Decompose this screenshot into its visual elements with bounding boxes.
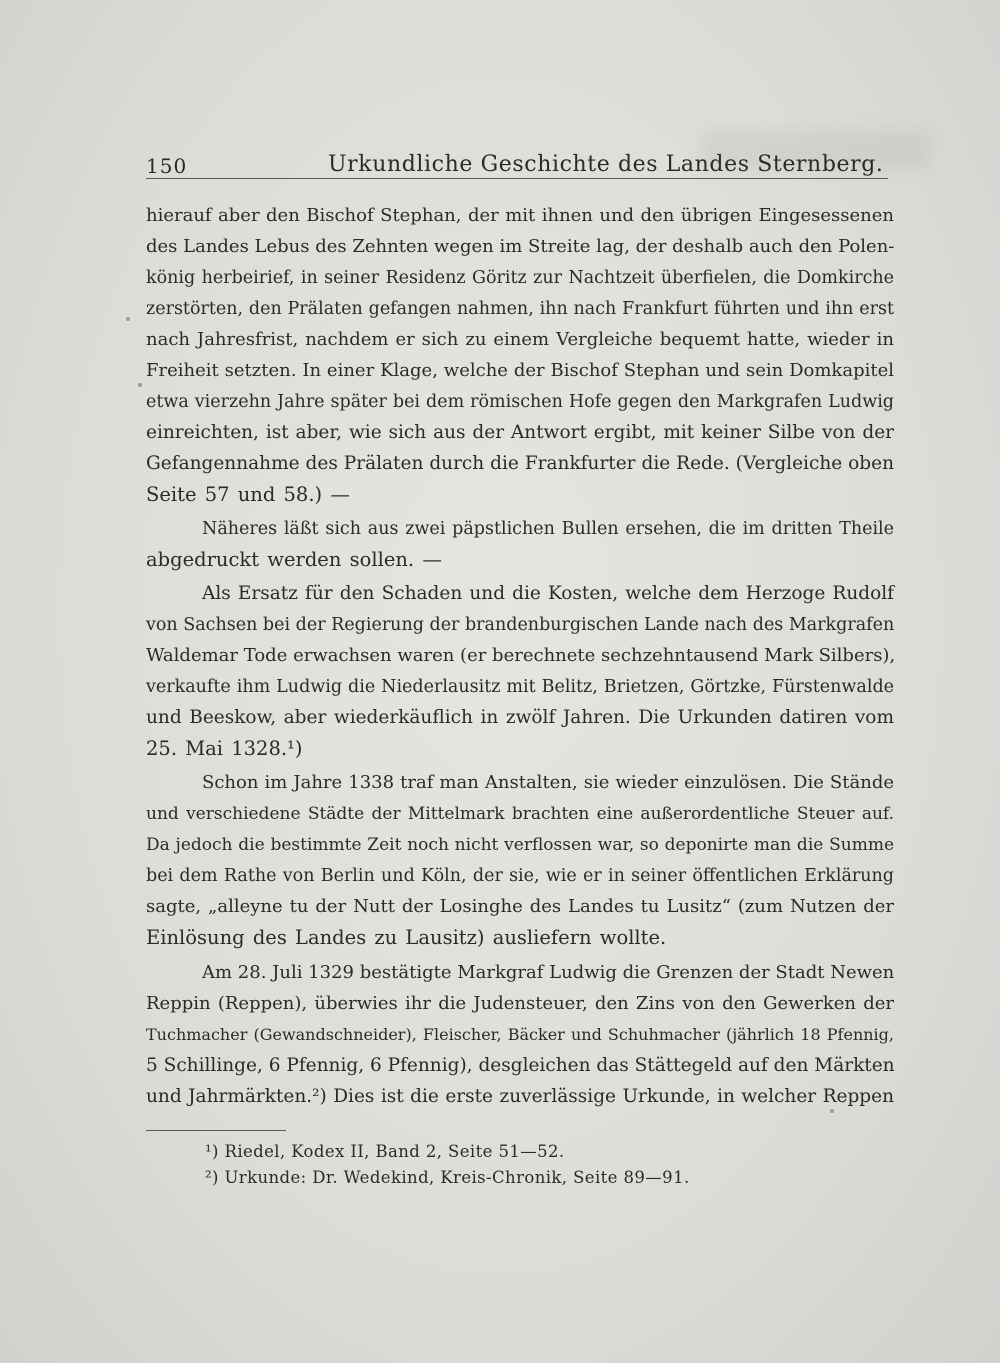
text-line: von Sachsen bei der Regierung der brandenburgischen Lande nach des Markgrafen bbox=[146, 615, 895, 635]
text-line: bei dem Rathe von Berlin und Köln, der sie, wie er in seiner öffentlichen Erklärung bbox=[146, 866, 894, 886]
text-line: könig herbeirief, in seiner Residenz Göritz zur Nachtzeit überfielen, die Domkirche bbox=[146, 268, 894, 288]
text-line: Da jedoch die bestimmte Zeit noch nicht verflossen war, so deponirte man die Summe bbox=[146, 835, 894, 855]
text-line: zerstörten, den Prälaten gefangen nahmen, ihn nach Frankfurt führten und ihn erst bbox=[146, 299, 894, 319]
text-line: Näheres läßt sich aus zwei päpstlichen Bullen ersehen, die im dritten Theile bbox=[202, 519, 894, 539]
paper-speck bbox=[830, 1109, 834, 1113]
footnote-rule bbox=[146, 1130, 286, 1131]
text-line: hierauf aber den Bischof Stephan, der mit ihnen und den übrigen Eingesessenen bbox=[146, 205, 894, 226]
text-line: Einlösung des Landes zu Lausitz) ausliefern wollte. bbox=[146, 926, 667, 949]
paper-speck bbox=[138, 383, 142, 387]
text-line: abgedruckt werden sollen. — bbox=[146, 548, 442, 571]
text-line: einreichten, ist aber, wie sich aus der Antwort ergibt, mit keiner Silbe von der bbox=[146, 422, 894, 443]
text-line: des Landes Lebus des Zehnten wegen im Streite lag, der deshalb auch den Polen- bbox=[146, 236, 895, 257]
text-line: 5 Schillinge, 6 Pfennig, 6 Pfennig), desgleichen das Stättegeld auf den Märkten bbox=[146, 1055, 895, 1076]
text-line: Am 28. Juli 1329 bestätigte Markgraf Ludwig die Grenzen der Stadt Newen bbox=[202, 962, 895, 983]
text-line: und verschiedene Städte der Mittelmark brachten eine außerordentliche Steuer auf. bbox=[146, 804, 894, 824]
page-header bbox=[146, 152, 888, 178]
footnote: ²) Urkunde: Dr. Wedekind, Kreis-Chronik, Seite 89—91. bbox=[205, 1168, 690, 1187]
text-line: Als Ersatz für den Schaden und die Kosten, welche dem Herzoge Rudolf bbox=[202, 583, 894, 604]
footnote: ¹) Riedel, Kodex II, Band 2, Seite 51—52. bbox=[205, 1142, 565, 1161]
text-line: Tuchmacher (Gewandschneider), Fleischer, Bäcker und Schuhmacher (jährlich 18 Pfennig, bbox=[146, 1025, 894, 1044]
text-line: 25. Mai 1328.¹) bbox=[146, 737, 303, 760]
header-rule bbox=[146, 178, 888, 179]
text-line: Gefangennahme des Prälaten durch die Frankfurter die Rede. (Vergleiche oben bbox=[146, 453, 894, 474]
paper-speck bbox=[126, 317, 130, 321]
text-line: verkaufte ihm Ludwig die Niederlausitz mit Belitz, Brietzen, Görtzke, Fürstenwalde bbox=[146, 677, 894, 697]
text-line: und Jahrmärkten.²) Dies ist die erste zuverlässige Urkunde, in welcher Reppen bbox=[146, 1086, 894, 1107]
running-title: Urkundliche Geschichte des Landes Sternberg. bbox=[328, 152, 884, 177]
text-line: Freiheit setzten. In einer Klage, welche der Bischof Stephan und sein Domkapitel bbox=[146, 360, 894, 381]
text-line: und Beeskow, aber wiederkäuflich in zwölf Jahren. Die Urkunden datiren vom bbox=[146, 707, 894, 728]
page-number: 150 bbox=[146, 154, 188, 178]
text-line: Seite 57 und 58.) — bbox=[146, 483, 350, 506]
text-line: Waldemar Tode erwachsen waren (er berechnete sechzehntausend Mark Silbers), bbox=[146, 645, 896, 666]
text-line: Schon im Jahre 1338 traf man Anstalten, sie wieder einzulösen. Die Stände bbox=[202, 772, 894, 793]
text-line: etwa vierzehn Jahre später bei dem römischen Hofe gegen den Markgrafen Ludwig bbox=[146, 392, 894, 412]
text-line: sagte, „alleyne tu der Nutt der Losinghe des Landes tu Lusitz“ (zum Nutzen der bbox=[146, 896, 894, 917]
text-line: nach Jahresfrist, nachdem er sich zu einem Vergleiche bequemt hatte, wieder in bbox=[146, 329, 894, 350]
text-line: Reppin (Reppen), überwies ihr die Judensteuer, den Zins von den Gewerken der bbox=[146, 993, 894, 1014]
